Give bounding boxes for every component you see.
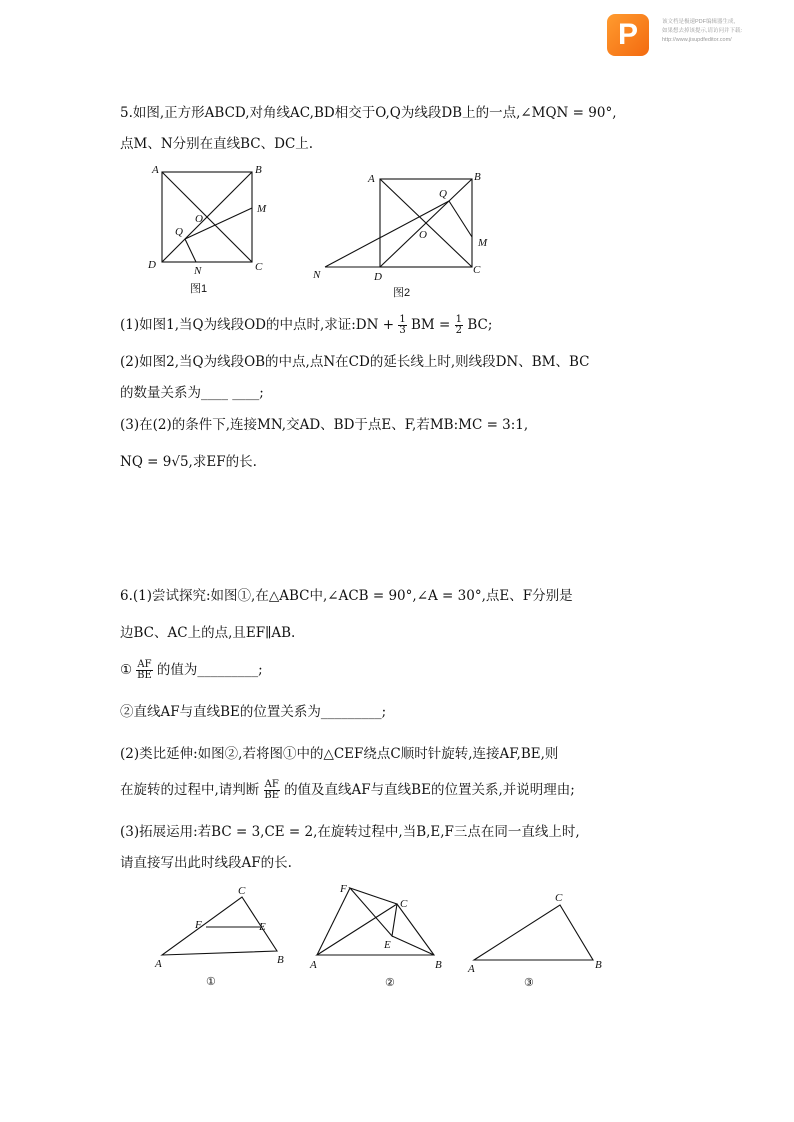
q6-figure1 [150,885,290,990]
q6-part3-line1: (3)拓展运用:若BC = 3,CE = 2,在旋转过程中,当B,E,F三点在同一直线上时, [120,824,580,840]
fraction-one-third [398,315,406,336]
fig6c-triangle-abc [474,905,593,960]
logo-letter: P [617,18,638,51]
q6-sub1-prefix: ① [120,662,133,678]
q6-line2: 边BC、AC上的点,且EF∥AB. [120,625,296,641]
fig6c-label-c: C [555,892,563,904]
fig1-label-d: D [148,259,156,271]
q6-part2-line2 [120,780,575,801]
fraction-af-be [264,780,280,801]
q5-line2: 点M、N分别在直线BC、DC上. [120,136,314,152]
q5-line1: 5.如图,正方形ABCD,对角线AC,BD相交于O,Q为线段DB上的一点,∠MQN = 90°, [120,105,617,121]
fig2-label-d: D [374,271,382,283]
q5-part2-line1: (2)如图2,当Q为线段OB的中点,点N在CD的延长线上时,则线段DN、BM、BC [120,354,590,370]
q6-sub2: ②直线AF与直线BE的位置关系为_________; [120,704,387,720]
q6-part2-text-a: 在旋转的过程中,请判断 [120,782,260,798]
q6-part2-text-b: 的值及直线AF与直线BE的位置关系,并说明理由; [284,782,575,798]
watermark-line-2: 如果想去掉该提示,请访问并下载: [662,28,743,34]
fig6b-label-e: E [384,939,391,951]
fig6c-label-a: A [468,963,475,975]
fig6b-caption: ② [385,977,395,989]
q6-part2-line1: (2)类比延伸:如图②,若将图①中的△CEF绕点C顺时针旋转,连接AF,BE,则 [120,746,559,762]
fig2-label-n: N [313,269,321,281]
fig2-label-q: Q [439,188,447,200]
watermark-line-1: 该文档是极速PDF编辑器生成, [662,19,736,25]
q6-sub1-suffix: 的值为_________; [156,662,263,678]
fig1-label-o: O [195,213,203,225]
fig6b-label-f: F [340,883,347,895]
fig2-label-o: O [419,229,427,241]
fig1-label-a: A [152,164,159,176]
fig1-label-n: N [194,265,202,277]
fig6c-caption: ③ [524,977,534,989]
fig6b-label-c: C [400,898,408,910]
q6-figure3 [462,890,612,990]
fig6a-label-f: F [195,919,202,931]
fig2-segment-nq [325,201,449,267]
fig1-label-q: Q [175,226,183,238]
q6-part3-line2: 请直接写出此时线段AF的长. [120,855,292,871]
fraction-numerator: 1 [455,314,463,325]
fig6b-label-a: A [310,959,317,971]
fig1-label-c: C [255,261,263,273]
fig1-label-m: M [257,203,267,215]
pdf-editor-logo [607,14,649,56]
fig2-label-c: C [473,264,481,276]
fig6b-triangle-cef [350,888,397,936]
fraction-numerator: 1 [399,314,406,325]
fig6c-label-b: B [595,959,602,971]
q5-part3-line1: (3)在(2)的条件下,连接MN,交AD、BD于点E、F,若MB:MC = 3:1, [120,417,529,433]
fig6a-label-a: A [155,958,162,970]
q5-part1-text-b: BM = [411,317,451,333]
q5-figure1 [140,160,280,300]
q5-figure2 [308,165,498,300]
fraction-numerator: AF [264,779,279,790]
fig2-label-a: A [368,173,375,185]
fig1-label-b: B [255,164,262,176]
fig6b-label-b: B [435,959,442,971]
q6-figure2 [305,880,450,990]
fig6a-caption: ① [206,976,216,988]
fig6a-label-e: E [259,921,266,933]
fraction-denominator: 2 [455,325,463,336]
fig1-segment-qn [185,239,196,262]
fig2-label-m: M [478,237,488,249]
watermark-line-3: http://www.jisupdfeditor.com/ [662,37,732,43]
q5-part1-text-a: (1)如图1,当Q为线段OD的中点时,求证:DN + [120,317,395,333]
fraction-numerator: AF [137,659,152,670]
fraction-denominator: BE [137,670,152,681]
fraction-one-half [455,315,463,336]
fig6a-label-b: B [277,954,284,966]
q5-part2-line2: 的数量关系为____ ____; [120,385,264,401]
q6-sub1 [120,660,263,681]
fraction-af-be [136,660,152,681]
fig2-caption: 图2 [393,287,411,299]
fig2-label-b: B [474,171,481,183]
watermark-text [662,18,792,45]
fraction-denominator: BE [264,790,279,801]
q5-part1 [120,315,492,336]
fraction-denominator: 3 [399,325,406,336]
fig1-caption: 图1 [190,283,208,295]
q5-part1-text-c: BC; [467,317,493,333]
fig6a-label-c: C [238,885,246,897]
q6-line1: 6.(1)尝试探究:如图①,在△ABC中,∠ACB = 90°,∠A = 30°,点E、F分别是 [120,588,573,604]
fig2-segment-qm [449,201,472,237]
q5-part3-line2: NQ = 9√5,求EF的长. [120,454,257,470]
